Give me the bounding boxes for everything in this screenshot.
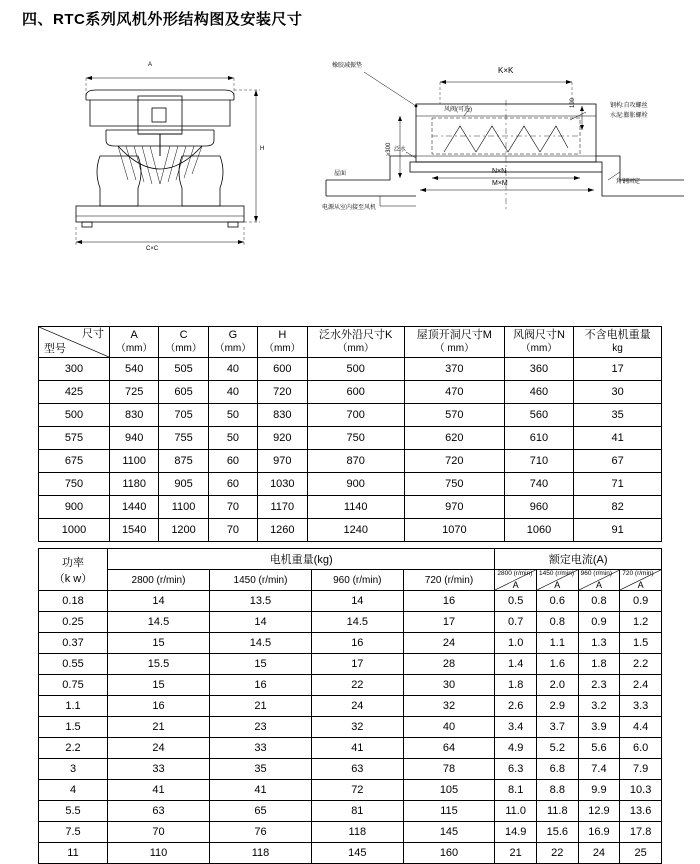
current-cell: 8.8 [536, 780, 578, 801]
weight-cell: 63 [108, 801, 210, 822]
weight-cell: 41 [311, 738, 403, 759]
corner-label-model: 型号 [44, 343, 66, 355]
current-col-rpm: 2800 (r/min) [497, 570, 533, 577]
value-cell: 830 [110, 404, 159, 427]
value-cell: 71 [574, 473, 662, 496]
power-header-line2: （k w） [53, 572, 93, 585]
value-cell: 755 [159, 427, 208, 450]
weight-cell: 21 [108, 717, 210, 738]
weight-cell: 81 [311, 801, 403, 822]
value-cell: 1100 [110, 450, 159, 473]
table-row [39, 358, 662, 381]
current-cell: 8.1 [495, 780, 537, 801]
label-power-from-indoor: 电源从室内接至风机 [322, 205, 377, 211]
current-col-unit: A [595, 580, 602, 590]
value-cell: 970 [404, 496, 504, 519]
table-row [39, 738, 662, 759]
label-damper-optional: 风阀(可选) [444, 107, 472, 113]
table-row [39, 473, 662, 496]
value-cell: 900 [307, 473, 404, 496]
current-cell: 3.7 [536, 717, 578, 738]
current-col-unit: A [512, 580, 519, 590]
current-cell: 0.5 [495, 591, 537, 612]
current-cell: 21 [495, 843, 537, 864]
current-cell: 0.9 [620, 591, 662, 612]
current-cell: 2.3 [578, 675, 620, 696]
motor-group-header-row [39, 549, 662, 570]
current-cell: 24 [578, 843, 620, 864]
value-cell: 605 [159, 381, 208, 404]
current-cell: 1.2 [620, 612, 662, 633]
value-cell: 40 [208, 358, 257, 381]
current-cell: 10.3 [620, 780, 662, 801]
weight-cell: 15 [108, 675, 210, 696]
current-cell: 12.9 [578, 801, 620, 822]
current-cell: 1.3 [578, 633, 620, 654]
dimension-col-header-8 [574, 327, 662, 358]
value-cell: 1200 [159, 519, 208, 542]
table-row [39, 822, 662, 843]
weight-cell: 14.5 [311, 612, 403, 633]
power-cell: 3 [39, 759, 108, 780]
table-row [39, 696, 662, 717]
weight-cell: 105 [403, 780, 495, 801]
value-cell: 1170 [258, 496, 307, 519]
current-cell: 2.4 [620, 675, 662, 696]
weight-cell: 15 [108, 633, 210, 654]
group-header-motor-weight: 电机重量(kg) [108, 549, 495, 570]
value-cell: 1070 [404, 519, 504, 542]
label-min-300: ≥300 [386, 142, 392, 156]
power-cell: 0.75 [39, 675, 108, 696]
weight-cell: 21 [209, 696, 311, 717]
table-row [39, 591, 662, 612]
table-row [39, 780, 662, 801]
value-cell: 70 [208, 496, 257, 519]
page-title: 四、RTC系列风机外形结构图及安装尺寸 [22, 11, 303, 28]
value-cell: 370 [404, 358, 504, 381]
table-row [39, 381, 662, 404]
col-header-unit: （mm） [165, 343, 202, 354]
value-cell: 1100 [159, 496, 208, 519]
value-cell: 41 [574, 427, 662, 450]
current-col-header-2 [536, 570, 578, 591]
value-cell: 500 [307, 358, 404, 381]
value-cell: 1030 [258, 473, 307, 496]
col-header-unit: （mm） [214, 343, 252, 354]
value-cell: 35 [574, 404, 662, 427]
dim-label-a: A [148, 62, 153, 68]
model-cell: 1000 [39, 519, 110, 542]
value-cell: 920 [258, 427, 307, 450]
weight-cell: 41 [108, 780, 210, 801]
col-header-name: 不含电机重量 [584, 329, 651, 341]
power-cell: 0.55 [39, 654, 108, 675]
weight-cell: 16 [403, 591, 495, 612]
power-cell: 2.2 [39, 738, 108, 759]
label-cement-bolt: 水泥:膨胀螺栓 [610, 113, 648, 119]
value-cell: 82 [574, 496, 662, 519]
current-cell: 0.8 [578, 591, 620, 612]
current-cell: 1.0 [495, 633, 537, 654]
current-cell: 7.9 [620, 759, 662, 780]
label-100: 100 [570, 97, 576, 108]
label-roof: 屋面 [334, 171, 347, 177]
value-cell: 1240 [307, 519, 404, 542]
table-row [39, 717, 662, 738]
weight-cell: 72 [311, 780, 403, 801]
dimension-col-header-2 [159, 327, 208, 358]
value-cell: 700 [307, 404, 404, 427]
power-cell: 0.18 [39, 591, 108, 612]
weight-cell: 15 [209, 654, 311, 675]
value-cell: 960 [504, 496, 573, 519]
motor-table [38, 548, 662, 864]
weight-cell: 24 [311, 696, 403, 717]
model-cell: 900 [39, 496, 110, 519]
power-cell: 7.5 [39, 822, 108, 843]
value-cell: 570 [404, 404, 504, 427]
table-row [39, 496, 662, 519]
value-cell: 1440 [110, 496, 159, 519]
current-cell: 2.2 [620, 654, 662, 675]
col-header-unit: kg [612, 343, 623, 354]
table-row [39, 612, 662, 633]
value-cell: 750 [404, 473, 504, 496]
dimension-table [38, 326, 662, 542]
model-cell: 500 [39, 404, 110, 427]
table-row [39, 427, 662, 450]
weight-cell: 70 [108, 822, 210, 843]
current-cell: 11.8 [536, 801, 578, 822]
value-cell: 40 [208, 381, 257, 404]
table-row [39, 450, 662, 473]
weight-cell: 40 [403, 717, 495, 738]
label-angle-steel-fixing: 角钢固定 [616, 179, 641, 185]
weight-cell: 30 [403, 675, 495, 696]
weight-cell: 13.5 [209, 591, 311, 612]
weight-cell: 14 [108, 591, 210, 612]
weight-cell: 16 [108, 696, 210, 717]
model-cell: 300 [39, 358, 110, 381]
current-cell: 2.0 [536, 675, 578, 696]
power-cell: 1.1 [39, 696, 108, 717]
table-row [39, 759, 662, 780]
label-kxk: K×K [498, 66, 514, 75]
weight-cell: 63 [311, 759, 403, 780]
label-rubber-pad: 橡胶减振垫 [332, 63, 363, 69]
current-cell: 1.5 [620, 633, 662, 654]
dimension-model-corner-cell [39, 327, 110, 358]
value-cell: 50 [208, 404, 257, 427]
current-cell: 3.9 [578, 717, 620, 738]
current-cell: 6.0 [620, 738, 662, 759]
current-col-header-4 [620, 570, 662, 591]
value-cell: 970 [258, 450, 307, 473]
weight-cell: 110 [108, 843, 210, 864]
weight-cell: 32 [311, 717, 403, 738]
weight-cell: 16 [209, 675, 311, 696]
current-cell: 14.9 [495, 822, 537, 843]
value-cell: 1060 [504, 519, 573, 542]
current-cell: 0.8 [536, 612, 578, 633]
col-header-unit: （mm） [263, 343, 301, 354]
value-cell: 600 [307, 381, 404, 404]
model-cell: 750 [39, 473, 110, 496]
col-header-name: 风阀尺寸N [512, 329, 565, 341]
value-cell: 1260 [258, 519, 307, 542]
value-cell: 50 [208, 427, 257, 450]
current-cell: 6.3 [495, 759, 537, 780]
weight-cell: 145 [403, 822, 495, 843]
dim-label-h: H [260, 146, 265, 152]
current-cell: 6.8 [536, 759, 578, 780]
weight-cell: 33 [209, 738, 311, 759]
col-header-unit: （ mm） [434, 343, 475, 354]
table-row [39, 633, 662, 654]
model-cell: 675 [39, 450, 110, 473]
col-header-name: A [130, 329, 138, 341]
weight-col-header-1: 2800 (r/min) [108, 570, 210, 591]
dimension-col-header-7 [504, 327, 573, 358]
power-cell: 5.5 [39, 801, 108, 822]
table-header-row [39, 327, 662, 358]
current-cell: 7.4 [578, 759, 620, 780]
value-cell: 875 [159, 450, 208, 473]
corner-label-size: 尺寸 [82, 328, 104, 340]
weight-cell: 64 [403, 738, 495, 759]
col-header-name: H [278, 329, 287, 341]
installation-detail-drawing [320, 60, 690, 270]
value-cell: 30 [574, 381, 662, 404]
weight-col-header-4: 720 (r/min) [403, 570, 495, 591]
current-cell: 3.3 [620, 696, 662, 717]
value-cell: 940 [110, 427, 159, 450]
weight-cell: 24 [108, 738, 210, 759]
power-cell: 4 [39, 780, 108, 801]
value-cell: 870 [307, 450, 404, 473]
dimension-table-container [38, 326, 662, 542]
current-cell: 9.9 [578, 780, 620, 801]
current-cell: 1.1 [536, 633, 578, 654]
table-row [39, 801, 662, 822]
label-steel-screw: 钢构:自攻螺丝 [610, 103, 648, 109]
value-cell: 60 [208, 450, 257, 473]
weight-col-header-2: 1450 (r/min) [209, 570, 311, 591]
weight-cell: 118 [209, 843, 311, 864]
weight-cell: 78 [403, 759, 495, 780]
current-cell: 16.9 [578, 822, 620, 843]
table-row [39, 404, 662, 427]
dimension-col-header-5 [307, 327, 404, 358]
drawing-section [0, 50, 700, 280]
value-cell: 505 [159, 358, 208, 381]
value-cell: 905 [159, 473, 208, 496]
weight-cell: 23 [209, 717, 311, 738]
weight-cell: 24 [403, 633, 495, 654]
power-cell: 1.5 [39, 717, 108, 738]
value-cell: 740 [504, 473, 573, 496]
current-col-unit: A [554, 580, 561, 590]
weight-cell: 115 [403, 801, 495, 822]
weight-cell: 33 [108, 759, 210, 780]
current-cell: 11.0 [495, 801, 537, 822]
current-cell: 15.6 [536, 822, 578, 843]
label-flashing: 泛水 [394, 147, 407, 153]
current-cell: 4.9 [495, 738, 537, 759]
table-row [39, 843, 662, 864]
dimension-col-header-3 [208, 327, 257, 358]
value-cell: 600 [258, 358, 307, 381]
current-col-rpm: 1450 (r/min) [538, 570, 575, 577]
current-cell: 1.6 [536, 654, 578, 675]
current-cell: 4.4 [620, 717, 662, 738]
value-cell: 620 [404, 427, 504, 450]
power-header-cell [39, 549, 108, 591]
group-header-rated-current: 额定电流(A) [495, 549, 662, 570]
installation-svg [320, 60, 690, 270]
value-cell: 720 [404, 450, 504, 473]
weight-cell: 28 [403, 654, 495, 675]
value-cell: 720 [258, 381, 307, 404]
current-cell: 3.4 [495, 717, 537, 738]
weight-cell: 41 [209, 780, 311, 801]
power-header-line1: 功率 [62, 556, 84, 569]
current-cell: 1.8 [578, 654, 620, 675]
value-cell: 460 [504, 381, 573, 404]
value-cell: 1140 [307, 496, 404, 519]
col-header-name: G [228, 329, 238, 341]
weight-cell: 17 [311, 654, 403, 675]
value-cell: 91 [574, 519, 662, 542]
weight-cell: 65 [209, 801, 311, 822]
dimension-col-header-1 [110, 327, 159, 358]
weight-cell: 15.5 [108, 654, 210, 675]
fan-elevation-svg [60, 60, 310, 270]
value-cell: 60 [208, 473, 257, 496]
value-cell: 540 [110, 358, 159, 381]
weight-cell: 145 [311, 843, 403, 864]
value-cell: 710 [504, 450, 573, 473]
weight-cell: 16 [311, 633, 403, 654]
value-cell: 470 [404, 381, 504, 404]
weight-cell: 35 [209, 759, 311, 780]
current-col-rpm: 720 (r/min) [622, 570, 654, 577]
col-header-unit: （mm） [520, 343, 558, 354]
value-cell: 70 [208, 519, 257, 542]
current-cell: 25 [620, 843, 662, 864]
label-mxm: M×M [492, 180, 508, 187]
weight-cell: 22 [311, 675, 403, 696]
current-col-rpm: 960 (r/min) [580, 570, 613, 577]
weight-cell: 118 [311, 822, 403, 843]
col-header-unit: （mm） [115, 343, 153, 354]
current-cell: 22 [536, 843, 578, 864]
value-cell: 67 [574, 450, 662, 473]
current-col-unit: A [637, 580, 644, 590]
current-cell: 1.4 [495, 654, 537, 675]
current-cell: 2.6 [495, 696, 537, 717]
value-cell: 705 [159, 404, 208, 427]
value-cell: 1180 [110, 473, 159, 496]
weight-cell: 160 [403, 843, 495, 864]
col-header-name: 泛水外沿尺寸K [319, 329, 393, 341]
col-header-name: C [179, 329, 188, 341]
table-row [39, 675, 662, 696]
current-cell: 0.7 [495, 612, 537, 633]
current-cell: 0.9 [578, 612, 620, 633]
current-cell: 3.2 [578, 696, 620, 717]
weight-cell: 14 [311, 591, 403, 612]
weight-cell: 32 [403, 696, 495, 717]
weight-cell: 17 [403, 612, 495, 633]
motor-sub-header-row [39, 570, 662, 591]
weight-col-header-3: 960 (r/min) [311, 570, 403, 591]
weight-cell: 14.5 [209, 633, 311, 654]
weight-cell: 14.5 [108, 612, 210, 633]
model-cell: 575 [39, 427, 110, 450]
dim-label-cxc: C×C [146, 246, 159, 252]
current-cell: 2.9 [536, 696, 578, 717]
current-col-header-1 [495, 570, 537, 591]
current-col-header-3 [578, 570, 620, 591]
dimension-col-header-4 [258, 327, 307, 358]
current-cell: 5.6 [578, 738, 620, 759]
value-cell: 360 [504, 358, 573, 381]
col-header-unit: （mm） [337, 343, 375, 354]
col-header-name: 屋顶开洞尺寸M [416, 329, 492, 341]
model-cell: 425 [39, 381, 110, 404]
weight-cell: 14 [209, 612, 311, 633]
value-cell: 830 [258, 404, 307, 427]
value-cell: 17 [574, 358, 662, 381]
current-cell: 5.2 [536, 738, 578, 759]
value-cell: 610 [504, 427, 573, 450]
current-cell: 13.6 [620, 801, 662, 822]
weight-cell: 76 [209, 822, 311, 843]
power-cell: 11 [39, 843, 108, 864]
value-cell: 1540 [110, 519, 159, 542]
motor-table-container [38, 548, 662, 864]
current-cell: 17.8 [620, 822, 662, 843]
value-cell: 750 [307, 427, 404, 450]
value-cell: 560 [504, 404, 573, 427]
table-row [39, 654, 662, 675]
fan-elevation-drawing [60, 60, 310, 270]
label-nxn: N×N [492, 168, 507, 175]
power-cell: 0.25 [39, 612, 108, 633]
table-row [39, 519, 662, 542]
current-cell: 0.6 [536, 591, 578, 612]
power-cell: 0.37 [39, 633, 108, 654]
dimension-col-header-6 [404, 327, 504, 358]
current-cell: 1.8 [495, 675, 537, 696]
value-cell: 725 [110, 381, 159, 404]
